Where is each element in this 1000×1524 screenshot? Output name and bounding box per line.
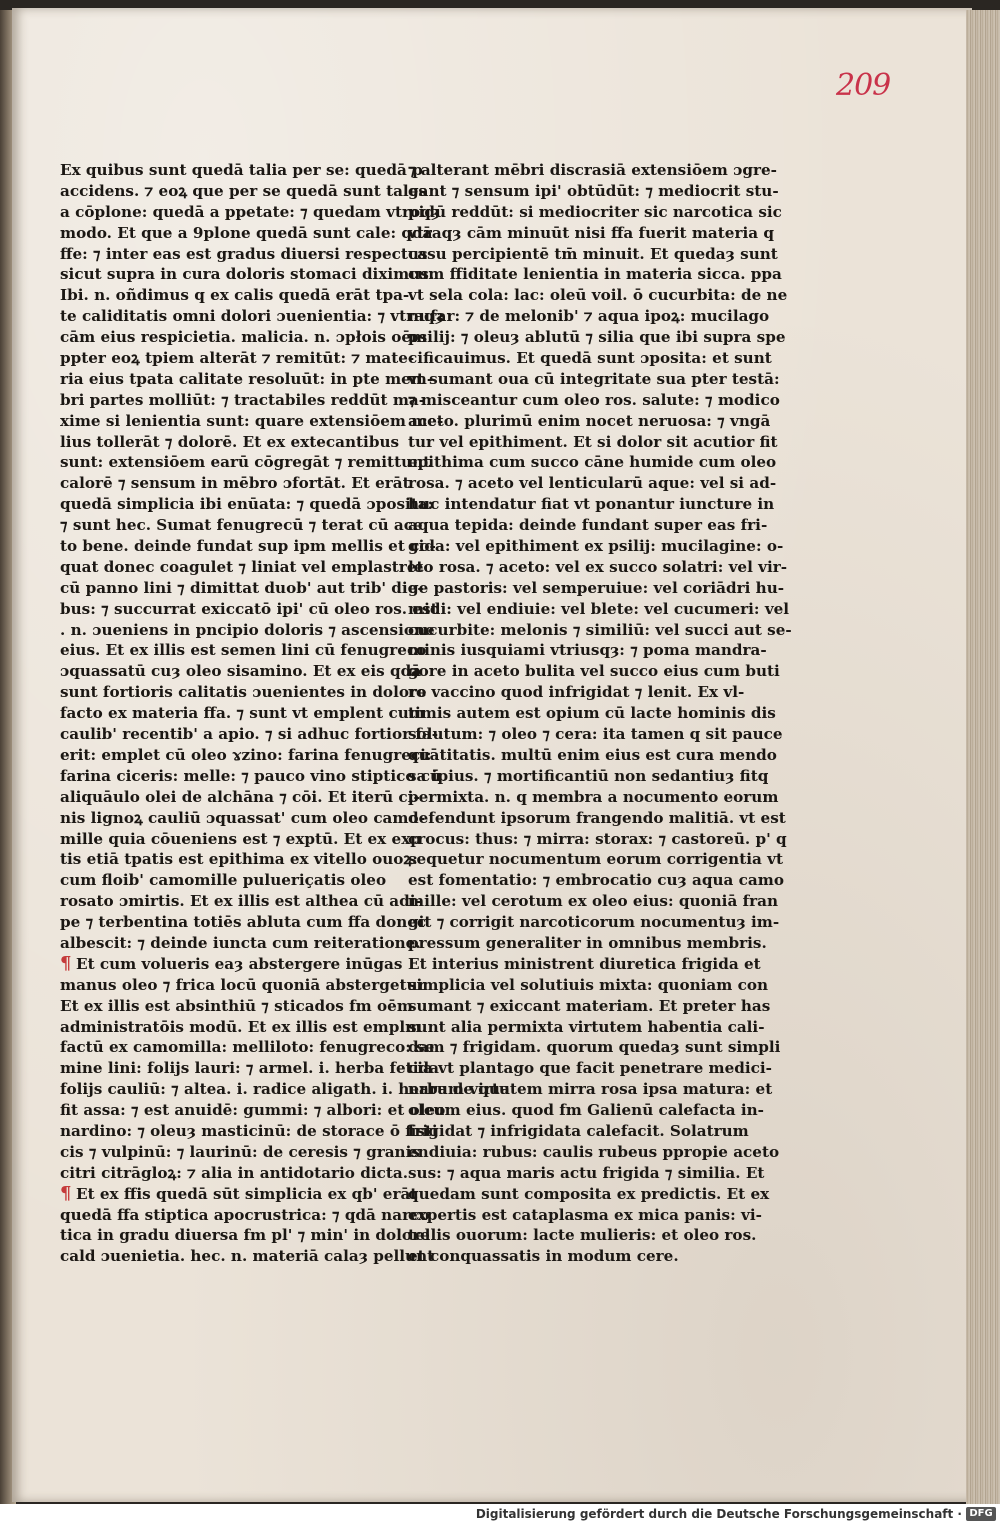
text-line-content: accidens. ⁊ eoꝝ que per se quedā sunt tales [60, 181, 427, 200]
text-line [60, 1246, 435, 1267]
text-line-content: sicut supra in cura doloris stomaci diximus. [60, 265, 435, 284]
text-line [408, 1184, 770, 1205]
text-line-content: sequetur nocumentum eorum corrigentia vt [408, 850, 783, 869]
text-line-content: pressum generaliter in omnibus membris. [408, 933, 767, 952]
text-line [408, 745, 777, 766]
text-line-content: minis iusquiami vtriusqȝ: ⁊ poma mandra- [408, 641, 767, 660]
text-line [60, 870, 387, 891]
text-line-content: epithima cum succo cāne humide cum oleo [408, 453, 777, 472]
digitization-footer [0, 1504, 1000, 1524]
text-line [60, 348, 415, 369]
text-line-content: et conquassatis in modum cere. [408, 1247, 679, 1266]
text-line [408, 452, 777, 473]
text-line [408, 264, 782, 285]
text-line [408, 975, 769, 996]
text-line-content: . n. ɔueniens in pncipio doloris ⁊ ascensione [60, 620, 435, 639]
text-line-content: gore in aceto bulita vel succo eius cum buti [408, 662, 780, 681]
text-line-content: sus: ⁊ aqua maris actu frigida ⁊ similia. Et [408, 1163, 765, 1182]
text-line-content: pidū reddūt: si mediocriter sic narcotica sic [408, 202, 782, 221]
text-line-content: ⁊ alterant mēbri discrasiā extensiōem ɔgre- [408, 161, 777, 179]
text-line [408, 223, 774, 244]
text-line-content: vtraqȝ cām minuūt nisi ffa fuerit materia q [408, 223, 774, 242]
rubric-mark-icon: ¶ [60, 1182, 72, 1204]
left-text-column [60, 160, 510, 1267]
text-line-content: sumant ⁊ exiccant materiam. Et preter has [408, 996, 771, 1015]
text-line [60, 599, 438, 620]
text-line [408, 327, 786, 348]
text-line-content: quedā ffa stiptica apocrustrica: ⁊ qdā narco [60, 1205, 430, 1224]
text-line [60, 432, 400, 453]
text-line [408, 536, 784, 557]
text-line [408, 620, 792, 641]
text-line-content: a cōplone: quedā a ppetate: ⁊ quedam vtroqȝ [60, 202, 440, 221]
text-line [60, 661, 422, 682]
text-line-content: farina ciceris: melle: ⁊ pauco vino stiptico cū [60, 766, 442, 785]
text-line-content: endiuia: rubus: caulis rubeus ppropie aceto [408, 1142, 780, 1161]
text-line [60, 285, 410, 306]
text-line [60, 327, 428, 348]
text-line [60, 494, 434, 515]
text-line [408, 640, 767, 661]
text-line-content: rosa. ⁊ aceto vel lenticularū aque: vel si ad- [408, 474, 777, 493]
text-line-content: factū ex camomilla: melliloto: fenugreco: se [60, 1038, 435, 1057]
text-line-content: pe ⁊ terbentina totiēs abluta cum ffa donec [60, 913, 427, 932]
text-line [60, 181, 427, 202]
text-line-content: timis autem est opium cū lacte hominis dis [408, 704, 776, 723]
text-line-content: midi: vel endiuie: vel blete: vel cucumeri: vel [408, 599, 790, 618]
text-line [60, 996, 413, 1017]
text-line [408, 1121, 749, 1142]
text-line-content: mille quia cōueniens est ⁊ exptū. Et ex exp [60, 829, 421, 848]
text-line [408, 160, 777, 181]
text-line [408, 661, 780, 682]
text-line [60, 745, 432, 766]
text-line-content: quātitatis. multū enim eius est cura mendo [408, 745, 777, 764]
text-line-content: albescit: ⁊ deinde iuncta cum reiteratione. [60, 933, 421, 952]
text-line-content: ria eius tpata calitate resoluūt: in pte mem- [60, 369, 434, 388]
text-line-content: casu percipientē tm̄ minuit. Et quedaȝ sunt [408, 244, 778, 263]
text-line-content: cald ɔuenietia. hec. n. materiā calaȝ pellunt [60, 1247, 435, 1266]
text-line [408, 891, 778, 912]
text-line [60, 1163, 408, 1184]
text-line-content: folijs cauliū: ⁊ altea. i. radice aligath. i. herba de qua [60, 1080, 510, 1099]
text-line-content: simplicia vel solutiuis mixta: quoniam con [408, 975, 769, 994]
right-text-column [408, 160, 792, 1267]
text-line-content: mine lini: folijs lauri: ⁊ armel. i. herba fetida [60, 1059, 439, 1078]
text-line [408, 348, 772, 369]
text-line-content: facto ex materia ffa. ⁊ sunt vt emplent cum [60, 704, 425, 723]
text-line-content: cis ⁊ vulpinū: ⁊ laurinū: de ceresis ⁊ granis [60, 1142, 420, 1161]
text-line [60, 557, 424, 578]
text-line [408, 1246, 722, 1267]
text-line [408, 912, 780, 933]
text-line [408, 1079, 773, 1100]
text-line-content: quedam sunt composita ex predictis. Et ex [408, 1184, 770, 1203]
text-line [408, 996, 771, 1017]
text-line [60, 1017, 422, 1038]
text-line [408, 494, 775, 515]
text-line [60, 952, 403, 975]
text-line-content: aqua tepida: deinde fundant super eas fri- [408, 516, 768, 535]
text-line-content: manus oleo ⁊ frica locū quoniā abstergetur [60, 975, 426, 994]
text-line-content: vt sumant oua cū integritate sua pter testā: [408, 369, 780, 388]
text-line-content: cia vt plantago que facit penetrare medici- [408, 1059, 772, 1078]
text-line-content: rosato ɔmirtis. Et ex illis est althea cū adi- [60, 892, 422, 911]
text-line [60, 264, 435, 285]
text-line [60, 975, 426, 996]
text-line-content: quedā simplicia ibi enūata: ⁊ quedā ɔposita: [60, 495, 434, 514]
text-line [408, 599, 790, 620]
text-line [408, 766, 769, 787]
text-line [408, 1142, 780, 1163]
text-line [408, 787, 779, 808]
text-line-content: huc intendatur fiat vt ponantur iuncture in [408, 495, 775, 514]
text-line-content: nufar: ⁊ de melonib' ⁊ aqua ipoꝝ: mucilago [408, 307, 770, 326]
text-line [60, 160, 423, 181]
text-line [60, 390, 426, 411]
text-line [60, 1100, 446, 1121]
text-line-content: ro vaccino quod infrigidat ⁊ lenit. Ex vl- [408, 683, 745, 702]
text-line [408, 557, 788, 578]
text-line [60, 578, 424, 599]
text-line [408, 473, 777, 494]
text-line-content: expertis est cataplasma ex mica panis: vi- [408, 1205, 762, 1224]
text-line [60, 1121, 438, 1142]
text-line [60, 536, 436, 557]
footer-credit-text: Digitalisierung gefördert durch die Deutsche Forschungsgemeinschaft · [475, 1507, 962, 1521]
text-line-content: bri partes molliūt: ⁊ tractabiles reddūt ma- [60, 390, 426, 409]
text-line [60, 244, 428, 265]
text-line [408, 515, 768, 536]
text-line [60, 829, 421, 850]
text-line [408, 411, 771, 432]
text-line [408, 244, 778, 265]
text-line-content: cucurbite: melonis ⁊ similiū: vel succi aut se- [408, 620, 792, 639]
text-line-content: tur vel epithiment. Et si dolor sit acutior fit [408, 432, 778, 451]
text-line [60, 306, 444, 327]
text-line [60, 933, 421, 954]
text-line [408, 703, 776, 724]
text-line [408, 578, 785, 599]
text-line [60, 202, 440, 223]
text-line [60, 808, 425, 829]
text-line [60, 1225, 430, 1246]
text-line-content: erit: emplet cū oleo ɤzino: farina fenugreci: [60, 745, 432, 764]
text-line-content: ⁊ sunt hec. Sumat fenugrecū ⁊ terat cū ace [60, 516, 423, 535]
text-line-content: gida: vel epithiment ex psilij: mucilagine: o- [408, 537, 784, 556]
text-line-content: fit assa: ⁊ est anuidē: gummi: ⁊ albori: et oleo [60, 1101, 446, 1120]
text-line [60, 703, 425, 724]
text-line [60, 223, 433, 244]
text-line-content: nardino: ⁊ oleuȝ masticinū: de storace ō fisti [60, 1121, 438, 1140]
text-line [408, 829, 787, 850]
text-line-content: calorē ⁊ sensum in mēbro ɔfortāt. Et erāt [60, 474, 410, 493]
text-line [408, 181, 779, 202]
text-line-content: Et ex illis est absinthiū ⁊ sticados fm oēm [60, 996, 413, 1015]
text-line-content: xime si lenientia sunt: quare extensiōem me- [60, 411, 444, 430]
text-line-content: defendunt ipsorum frangendo malitiā. vt est [408, 808, 786, 827]
rubric-mark-icon: ¶ [60, 952, 72, 974]
text-line [60, 1182, 418, 1205]
text-line-content: nis lignoꝝ cauliū ɔquassat' cum oleo camo- [60, 808, 425, 827]
text-line-content: permixta. n. q membra a nocumento eorum [408, 787, 779, 806]
text-line-content: cū panno lini ⁊ dimittat duob' aut trib' die- [60, 578, 424, 597]
text-line [408, 682, 745, 703]
text-line-content: gant ⁊ sensum ipi' obtūdūt: ⁊ mediocrit stu- [408, 181, 779, 200]
text-line-content: ⁊ misceantur cum oleo ros. salute: ⁊ modico [408, 390, 780, 409]
text-line-content: git ⁊ corrigit narcoticorum nocumentuȝ im- [408, 913, 780, 932]
text-line [60, 620, 435, 641]
text-line-content: Ex quibus sunt quedā talia per se: quedā p [60, 161, 423, 179]
text-line [408, 1100, 764, 1121]
text-line-content: sunt: extensiōem earū cōgregāt ⁊ remittunt [60, 453, 431, 472]
text-line [408, 1017, 765, 1038]
text-line [60, 515, 423, 536]
text-line-content: quat donec coagulet ⁊ liniat vel emplastret [60, 557, 424, 576]
text-line-content: lius tollerāt ⁊ dolorē. Et ex extecantibus [60, 432, 400, 451]
text-line [408, 808, 786, 829]
text-line-content: tis etiā tpatis est epithima ex vitello ouoꝝ: [60, 850, 418, 869]
text-line-content: te caliditatis omni dolori ɔuenientia: ⁊ vtraqȝ [60, 307, 444, 326]
text-line-content: Ibi. n. oñdimus q ex calis quedā erāt tpa- [60, 286, 410, 305]
text-line [60, 369, 434, 390]
text-line [60, 766, 442, 787]
text-line [60, 912, 427, 933]
text-line-content: cām eius respicietia. malicia. n. ɔpłois oēm [60, 328, 428, 347]
text-line [408, 1037, 781, 1058]
text-line [60, 1079, 510, 1100]
text-line [408, 285, 788, 306]
text-line-content: crocus: thus: ⁊ mirra: storax: ⁊ castoreū. p' q [408, 829, 787, 848]
page-stack-edge-right [966, 10, 1000, 1504]
text-line-content: cum floib' camomille pulueriçatis oleo [60, 871, 387, 890]
text-line [60, 682, 427, 703]
text-line-content: ɔquassatū cuȝ oleo sisamino. Et ex eis qdā [60, 662, 422, 681]
text-line-content: dam ⁊ frigidam. quorum quedaȝ sunt simpli [408, 1038, 781, 1057]
text-line [408, 1058, 772, 1079]
text-line-content: vt sela cola: lac: oleū voil. ō cucurbita: de ne [408, 286, 788, 305]
text-line-content: est fomentatio: ⁊ embrocatio cuȝ aqua camo [408, 871, 784, 890]
text-line [408, 369, 780, 390]
text-line [60, 1142, 420, 1163]
text-line-content: caulib' recentib' a apio. ⁊ si adhuc fortior fa- [60, 725, 439, 744]
text-line [60, 849, 418, 870]
text-line-content: ppter eoꝝ tpiem alterāt ⁊ remitūt: ⁊ mate- [60, 349, 415, 368]
text-line [408, 1205, 762, 1226]
text-line [60, 891, 422, 912]
text-line-content: sunt alia permixta virtutem habentia cali- [408, 1017, 765, 1036]
text-line-content: aliquāulo olei de alchāna ⁊ cōi. Et iterū ci- [60, 787, 420, 806]
text-line-content: frigidat ⁊ infrigidata calefacit. Solatrum [408, 1121, 749, 1140]
text-line [60, 411, 444, 432]
text-line-content: to bene. deinde fundat sup ipm mellis et co- [60, 537, 436, 556]
dfg-logo: DFG [966, 1507, 996, 1521]
text-line-content: leo rosa. ⁊ aceto: vel ex succo solatri: vel vir- [408, 557, 788, 576]
text-line [408, 954, 761, 975]
text-line-content: aceto. plurimū enim nocet neruosa: ⁊ vngā [408, 411, 771, 430]
text-line [408, 870, 784, 891]
text-line-content: tica in gradu diuersa fm pl' ⁊ min' in dolore [60, 1226, 430, 1245]
text-line [60, 1205, 430, 1226]
text-line [408, 1163, 765, 1184]
text-line [408, 933, 767, 954]
text-line-content: Et interius ministrent diuretica frigida et [408, 954, 761, 973]
text-line [60, 787, 420, 808]
text-line-content: tellis ouorum: lacte mulieris: et oleo ros. [408, 1226, 757, 1245]
text-line-content: ffe: ⁊ inter eas est gradus diuersi respectus [60, 244, 428, 263]
text-line [408, 390, 780, 411]
text-line [60, 724, 439, 745]
text-line-content: Et ex ffis quedā sūt simplicia ex qb' erāt [76, 1184, 418, 1203]
text-line-content: psilij: ⁊ oleuȝ ablutū ⁊ silia que ibi supra spe [408, 328, 786, 347]
text-line [408, 202, 782, 223]
text-line-content: Et cum volueris eaȝ abstergere inūgas [76, 954, 403, 973]
text-line [408, 724, 783, 745]
text-line [60, 1037, 435, 1058]
text-line [408, 432, 778, 453]
text-line [60, 640, 427, 661]
text-line [60, 1058, 439, 1079]
text-line [60, 452, 431, 473]
text-line-content: solutum: ⁊ oleo ⁊ cera: ita tamen q sit pauce [408, 725, 783, 744]
text-line-content: administratōis modū. Et ex illis est emplm [60, 1017, 422, 1036]
text-line-content: cificauimus. Et quedā sunt ɔposita: et sunt [408, 349, 772, 368]
text-line [60, 473, 410, 494]
text-line-content: sunt fortioris calitatis ɔuenientes in dolore [60, 683, 427, 702]
text-line-content: eius. Et ex illis est semen lini cū fenugreco [60, 641, 427, 660]
text-line-content: citri citrāgloꝝ: ⁊ alia in antidotario dicta. [60, 1163, 408, 1182]
text-line-content: oleum eius. quod fm Galienū calefacta in- [408, 1101, 764, 1120]
text-line-content: modo. Et que a 9plone quedā sunt cale: qdā [60, 223, 433, 242]
text-line-content: cum ffiditate lenientia in materia sicca. ppa [408, 265, 782, 284]
folio-number: 209 [836, 68, 891, 103]
text-line [408, 1225, 757, 1246]
text-line-content: bus: ⁊ succurrat exiccatō ipi' cū oleo ros. est [60, 599, 438, 618]
text-line-content: sa ipius. ⁊ mortificantiū non sedantiuȝ fitq [408, 766, 769, 785]
text-line-content: mille: vel cerotum ex oleo eius: quoniā fran [408, 892, 778, 911]
text-line-content: ge pastoris: vel semperuiue: vel coriādri hu- [408, 578, 785, 597]
text-line-content: narum virtutem mirra rosa ipsa matura: et [408, 1080, 773, 1099]
text-line [408, 849, 783, 870]
text-line [408, 306, 770, 327]
